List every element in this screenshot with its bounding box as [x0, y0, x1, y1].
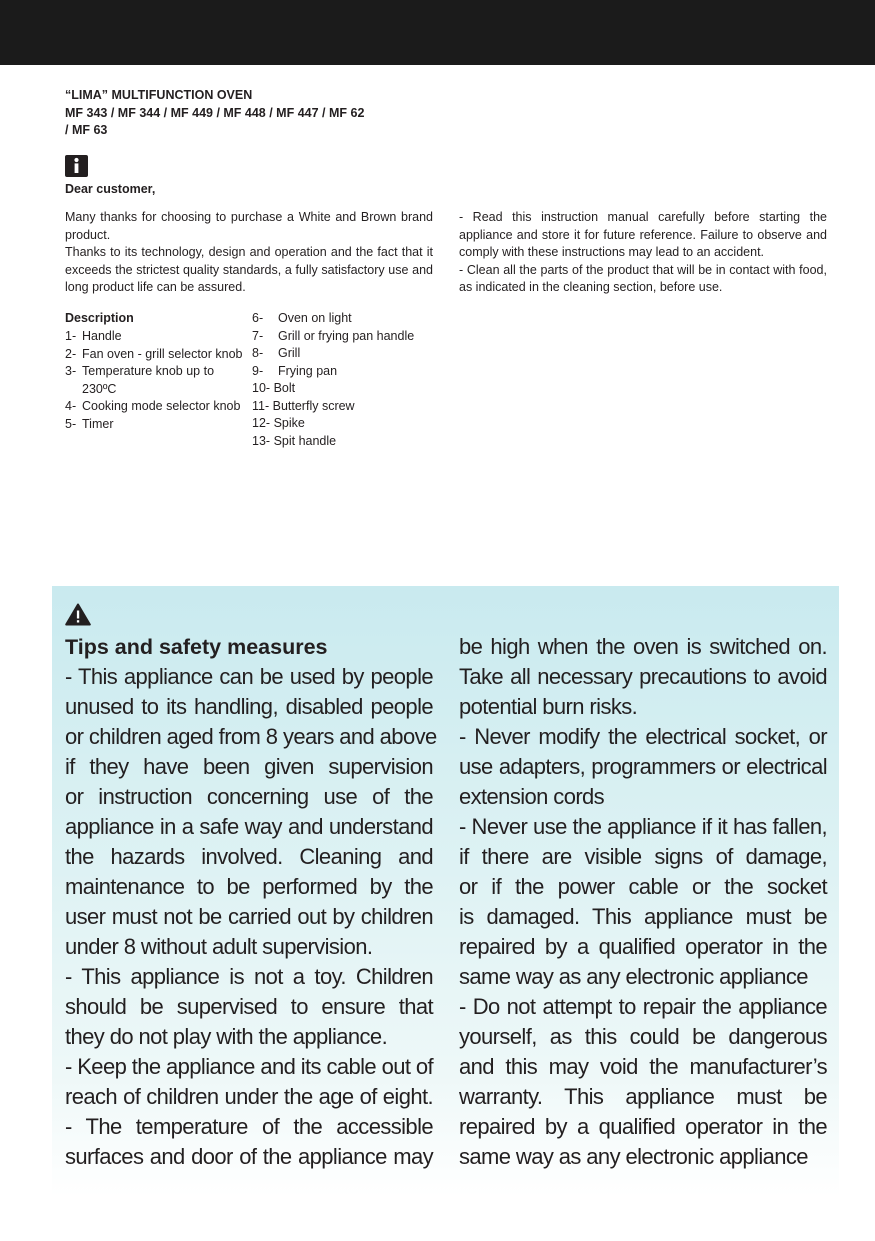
- item-text: Bolt: [273, 381, 296, 395]
- item-number: 2-: [65, 346, 77, 361]
- item-number: 6-: [252, 311, 264, 325]
- item-number: 11-: [252, 398, 270, 413]
- safety-text-line: should be supervised to ensure that: [65, 994, 433, 1019]
- safety-text-line: same way as any electronic appliance: [459, 964, 808, 989]
- list-item: [65, 363, 245, 398]
- list-item: [252, 310, 432, 328]
- safety-text-line: repaired by a qualified operator in the: [459, 1114, 827, 1139]
- list-item: [252, 380, 432, 398]
- safety-text-line: - The temperature of the accessible: [65, 1114, 433, 1139]
- safety-text-line: appliance in a safe way and understand: [65, 814, 433, 839]
- safety-text-line: or instruction concerning use of the: [65, 784, 433, 809]
- info-icon: [65, 155, 88, 177]
- list-item: [65, 346, 245, 364]
- safety-text-line: use adapters, programmers or electrical: [459, 754, 827, 779]
- list-item: [252, 328, 432, 346]
- item-text: Butterfly screw: [272, 398, 355, 413]
- item-number: 7-: [252, 328, 264, 343]
- safety-text-line: yourself, as this could be dangerous: [459, 1024, 827, 1049]
- list-item: [252, 398, 432, 416]
- item-text: Temperature knob up to 230ºC: [82, 364, 215, 396]
- list-item: [252, 433, 432, 451]
- safety-text-line: if there are visible signs of damage,: [459, 844, 827, 869]
- safety-text-line: under 8 without adult supervision.: [65, 934, 373, 959]
- item-number: 12-: [252, 416, 271, 430]
- description-list-right: [252, 310, 432, 450]
- safety-text-line: extension cords: [459, 784, 605, 809]
- safety-text-line: - This appliance can be used by people: [65, 664, 433, 689]
- item-text: Grill or frying pan handle: [278, 328, 415, 343]
- safety-text-line: or if the power cable or the socket: [459, 874, 827, 899]
- item-text: Frying pan: [278, 363, 338, 378]
- list-item: [252, 363, 432, 381]
- safety-text-line: be high when the oven is switched on.: [459, 634, 827, 659]
- safety-column-right: [459, 632, 827, 1172]
- list-item: [65, 398, 245, 416]
- safety-text-line: is damaged. This appliance must be: [459, 904, 827, 929]
- item-text: Spike: [273, 416, 305, 430]
- safety-text-line: or children aged from 8 years and above: [65, 724, 437, 749]
- product-heading: [65, 87, 425, 140]
- header-bar: [0, 0, 875, 65]
- instructions-intro: [459, 209, 827, 297]
- safety-text-line: same way as any electronic appliance: [459, 1144, 808, 1169]
- item-text: Timer: [82, 416, 114, 431]
- safety-text-line: and this may void the manufacturer’s: [459, 1054, 827, 1079]
- safety-text-line: unused to its handling, disabled people: [65, 694, 433, 719]
- item-number: 10-: [252, 381, 271, 395]
- description-title: Description: [65, 311, 134, 325]
- safety-text-line: reach of children under the age of eight.: [65, 1084, 433, 1109]
- safety-text-line: - Never use the appliance if it has fallen,: [459, 814, 827, 839]
- list-item: [65, 328, 245, 346]
- safety-text-line: if they have been given supervision: [65, 754, 433, 779]
- list-item: [252, 345, 432, 363]
- item-number: 9-: [252, 363, 264, 378]
- safety-text-line: warranty. This appliance must be: [459, 1084, 827, 1109]
- intro-text: [65, 209, 433, 297]
- item-text: Spit handle: [273, 433, 337, 448]
- product-models-line1: MF 343 / MF 344 / MF 449 / MF 448 / MF 447 / MF 62: [65, 105, 365, 120]
- safety-text-line: they do not play with the appliance.: [65, 1024, 388, 1049]
- item-number: 4-: [65, 399, 77, 413]
- warning-icon: [65, 603, 91, 631]
- safety-column-left: [65, 662, 437, 1172]
- item-text: Grill: [278, 346, 301, 360]
- safety-text-line: - Keep the appliance and its cable out of: [65, 1054, 434, 1079]
- item-number: 3-: [65, 364, 77, 378]
- item-number: 13-: [252, 433, 271, 448]
- description-list-left: [65, 328, 245, 433]
- safety-text-line: user must not be carried out by children: [65, 904, 433, 929]
- safety-text-line: maintenance to be performed by the: [65, 874, 433, 899]
- product-title: “LIMA” MULTIFUNCTION OVEN: [65, 88, 253, 102]
- intro-paragraph: Thanks to its technology, design and operation and the fact that it exceeds the strictest quality standards, a fully satisfactory use and long product life can be assured.: [65, 245, 433, 295]
- safety-text-line: potential burn risks.: [459, 694, 638, 719]
- safety-text-line: repaired by a qualified operator in the: [459, 934, 827, 959]
- safety-text-line: - This appliance is not a toy. Children: [65, 964, 433, 989]
- safety-text-line: - Do not attempt to repair the appliance: [459, 994, 827, 1019]
- safety-text-line: Take all necessary precautions to avoid: [459, 664, 827, 689]
- instructions-paragraph: - Read this instruction manual carefully before starting the appliance and store it for future reference. Failure to observe and comply with these instructions may lead to an accident.: [459, 210, 827, 260]
- item-text: Handle: [82, 329, 122, 343]
- safety-text-line: the hazards involved. Cleaning and: [65, 844, 433, 869]
- item-number: 8-: [252, 346, 264, 360]
- item-text: Oven on light: [278, 311, 352, 325]
- product-models-line2: / MF 63: [65, 123, 108, 137]
- item-number: 1-: [65, 329, 77, 343]
- greeting: Dear customer,: [65, 182, 156, 196]
- item-text: Cooking mode selector knob: [82, 399, 241, 413]
- safety-text-line: - Never modify the electrical socket, or: [459, 724, 827, 749]
- list-item: [252, 415, 432, 433]
- safety-text-line: surfaces and door of the appliance may: [65, 1144, 433, 1169]
- item-number: 5-: [65, 416, 77, 431]
- item-text: Fan oven - grill selector knob: [82, 346, 243, 361]
- intro-paragraph: Many thanks for choosing to purchase a White and Brown brand product.: [65, 210, 433, 242]
- instructions-paragraph: - Clean all the parts of the product that will be in contact with food, as indicated in the cleaning section, before use.: [459, 262, 827, 295]
- safety-title: Tips and safety measures: [65, 635, 328, 659]
- list-item: [65, 416, 245, 434]
